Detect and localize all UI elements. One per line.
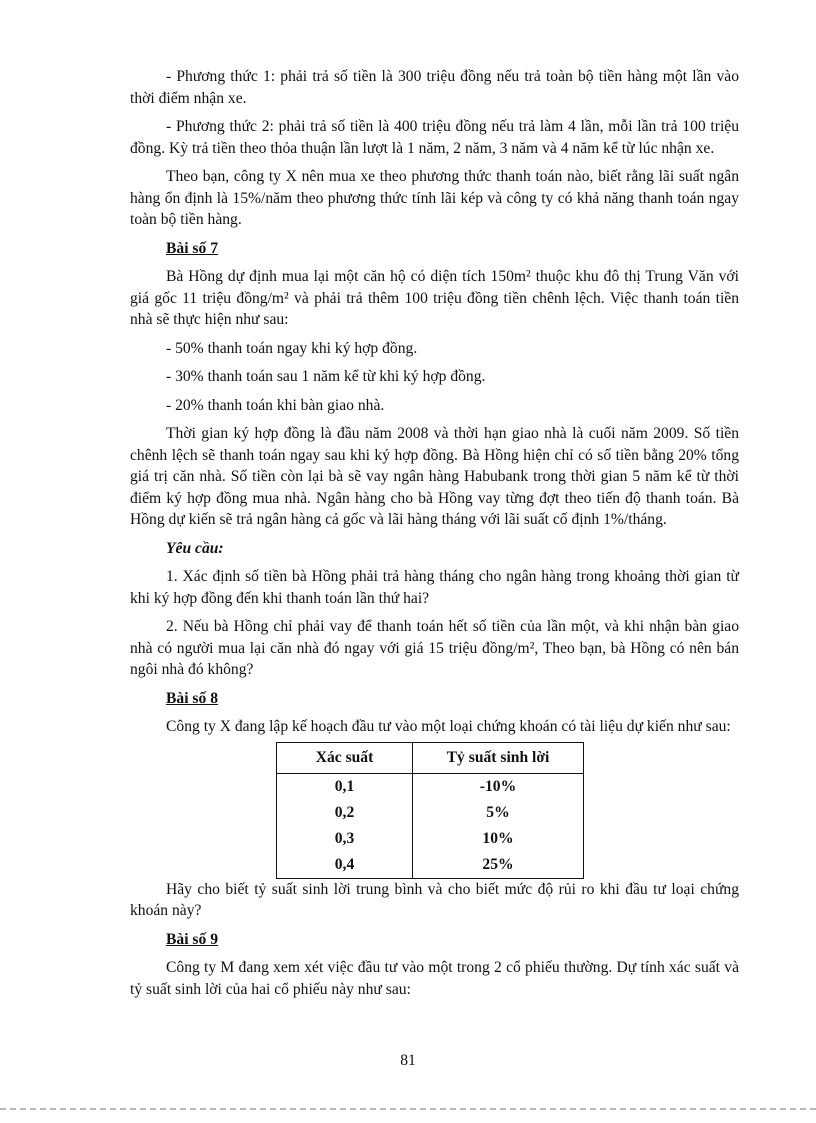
probability-return-table [276,742,584,879]
bai8-intro: Công ty X đang lập kế hoạch đầu tư vào một loại chứng khoán có tài liệu dự kiến như sau: [166,718,731,735]
table-row [277,826,584,852]
table-cell-probability: 0,1 [277,773,413,800]
document-body [130,66,739,1000]
table-cell-return: -10% [413,773,584,800]
bai7-item-2: - 30% thanh toán sau 1 năm kể từ khi ký hợp đồng. [166,368,486,385]
bai7-intro: Bà Hồng dự định mua lại một căn hộ có diện tích 150m² thuộc khu đô thị Trung Văn với giá gốc 11 triệu đồng/m² và phải trả thêm 100 triệu đồng tiền chênh lệch. Việc thanh toán tiền nhà sẽ thực hiện như sau: [130,268,739,328]
requirement-2: 2. Nếu bà Hồng chỉ phải vay để thanh toán hết số tiền của lần một, và khi nhận bàn giao nhà có người mua lại căn nhà đó ngay với giá 15 triệu đồng/m², Theo bạn, bà Hồng có nên bán ngôi nhà đó không? [130,618,739,678]
bai7-item-1: - 50% thanh toán ngay khi ký hợp đồng. [166,339,418,357]
table-cell-return: 10% [413,826,584,852]
table-cell-return: 25% [413,852,584,879]
bai9-intro: Công ty M đang xem xét việc đầu tư vào một trong 2 cổ phiếu thường. Dự tính xác suất và tỷ suất sinh lời của hai cổ phiếu này như sau: [130,959,739,998]
bai7-item-3: - 20% thanh toán khi bàn giao nhà. [166,396,385,414]
page-break-divider [0,1108,816,1110]
paragraph-conclusion: Theo bạn, công ty X nên mua xe theo phương thức thanh toán nào, biết rằng lãi suất ngân hàng ổn định là 15%/năm theo phương thức tính lãi kép và công ty có khả năng thanh toán ngay toàn bộ tiền hàng. [130,168,739,228]
table-row [277,852,584,879]
table-cell-return: 5% [413,800,584,826]
paragraph-method-2: - Phương thức 2: phải trả số tiền là 400 triệu đồng nếu trả làm 4 lần, mỗi lần trả 100 triệu đồng. Kỳ trả tiền theo thỏa thuận lần lượt là 1 năm, 2 năm, 3 năm và 4 năm kể từ lúc nhận xe. [130,118,739,157]
heading-bai-9: Bài số 9 [166,930,218,948]
paragraph-method-1: - Phương thức 1: phải trả số tiền là 300 triệu đồng nếu trả toàn bộ tiền hàng một lần vào thời điểm nhận xe. [130,68,739,107]
table-header-row [277,742,584,773]
table-row [277,773,584,800]
bai7-body: Thời gian ký hợp đồng là đầu năm 2008 và thời hạn giao nhà là cuối năm 2009. Số tiền chênh lệch sẽ thanh toán ngay sau khi ký hợp đồng. Bà Hồng hiện chỉ có số tiền bằng 20% tổng giá trị căn nhà. Số tiền còn lại bà sẽ vay ngân hàng Habubank trong thời gian 5 năm kể từ thời điểm ký hợp đồng mua nhà. Ngân hàng cho bà Hồng vay từng đợt theo tiến độ thanh toán. Bà Hồng dự kiến sẽ trả ngân hàng cả gốc và lãi hàng tháng với lãi suất cố định 1%/tháng. [130,425,739,528]
page-number: 81 [400,1052,416,1069]
table-header-return: Tỷ suất sinh lời [413,742,584,773]
requirement-label: Yêu cầu: [166,539,224,557]
bai8-question: Hãy cho biết tỷ suất sinh lời trung bình và cho biết mức độ rủi ro khi đầu tư loại chứng khoán này? [130,880,739,919]
table-cell-probability: 0,4 [277,852,413,879]
heading-bai-7: Bài số 7 [166,239,218,257]
requirement-1: 1. Xác định số tiền bà Hồng phải trả hàng tháng cho ngân hàng trong khoảng thời gian từ khi ký hợp đồng đến khi thanh toán lần thứ hai? [130,568,739,607]
table-row [277,800,584,826]
table-cell-probability: 0,2 [277,800,413,826]
table-header-probability: Xác suất [277,742,413,773]
table-cell-probability: 0,3 [277,826,413,852]
heading-bai-8: Bài số 8 [166,689,218,707]
